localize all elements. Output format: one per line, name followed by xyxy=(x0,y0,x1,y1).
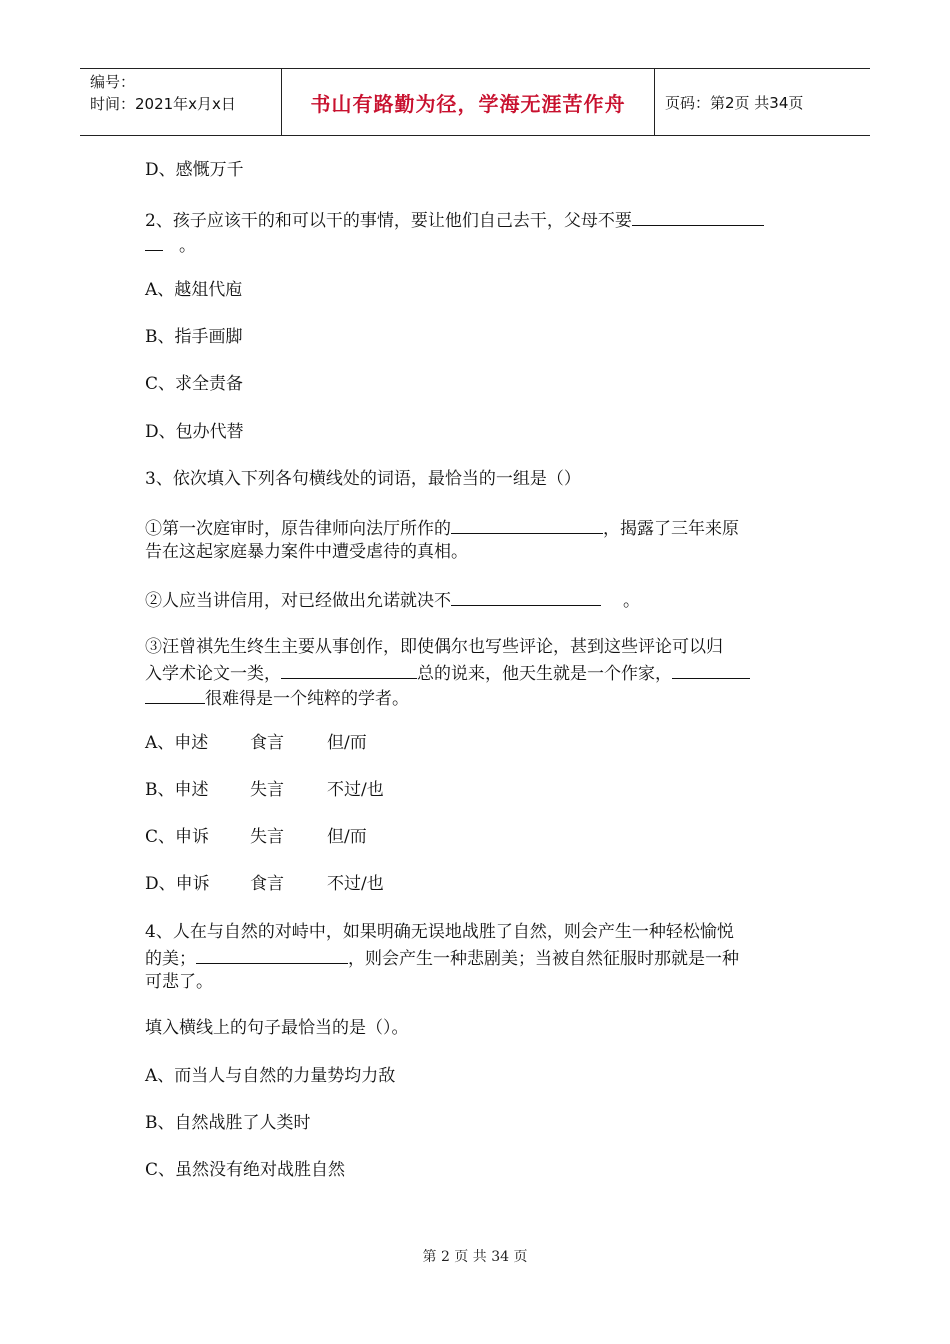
q4-line1: 4、人在与自然的对峙中，如果明确无误地战胜了自然，则会产生一种轻松愉悦 xyxy=(145,922,734,942)
q3-option-b: B、申述 失言 不过/也 xyxy=(145,780,384,800)
q3-stem: 3、依次填入下列各句横线处的词语，最恰当的一组是（） xyxy=(145,469,581,489)
q3-s1-blank xyxy=(451,515,603,534)
q2-option-d: D、包办代替 xyxy=(145,422,244,442)
q3-option-a: A、申述 食言 但/而 xyxy=(145,733,367,753)
q2-stem-line2 xyxy=(145,232,196,259)
q4-blank xyxy=(196,945,348,964)
q2-option-a: A、越俎代庖 xyxy=(145,280,243,300)
q3-sentence3-line3 xyxy=(145,685,409,712)
q3-sentence3-line1: ③汪曾祺先生终生主要从事创作，即使偶尔也写些评论，甚到这些评论可以归 xyxy=(145,637,723,657)
q4-line3: 可悲了。 xyxy=(145,972,213,992)
q4-text1: 的美； xyxy=(145,949,196,969)
q2-option-c: C、求全责备 xyxy=(145,374,244,394)
q3-s2-text: ②人应当讲信用，对已经做出允诺就决不 xyxy=(145,591,451,611)
q3-s3-blank2 xyxy=(672,660,750,679)
q2-stem-line1 xyxy=(145,207,764,234)
q3-s1-text1: ①第一次庭审时，原告律师向法厅所作的 xyxy=(145,519,451,539)
q3-s3-text3: 很难得是一个纯粹的学者。 xyxy=(205,689,409,709)
q3-sentence1-line1 xyxy=(145,515,739,542)
q3-s2-blank xyxy=(451,587,601,606)
q4-text2: ，则会产生一种悲剧美；当被自然征服时那就是一种 xyxy=(348,949,739,969)
q2-stem-text: 2、孩子应该干的和可以干的事情，要让他们自己去干，父母不要 xyxy=(145,211,632,231)
q3-s3-text2: 总的说来，他天生就是一个作家， xyxy=(417,664,672,684)
q3-sentence1-line2: 告在这起家庭暴力案件中遭受虐待的真相。 xyxy=(145,542,468,562)
q2-blank xyxy=(632,207,764,226)
q3-s3-text1: 入学术论文一类， xyxy=(145,664,281,684)
header-page-info: 页码：第2页 共34页 xyxy=(665,93,804,112)
page-header xyxy=(80,68,870,136)
time-label: 时间：2021年x月x日 xyxy=(90,95,236,113)
q2-stem-end: 。 xyxy=(179,236,196,256)
q3-s3-blank1 xyxy=(281,660,417,679)
header-meta xyxy=(80,69,282,135)
q3-s3-blank2-cont xyxy=(145,685,205,704)
q4-line2 xyxy=(145,945,739,972)
q1-option-d: D、感慨万千 xyxy=(145,160,244,180)
q3-s1-text2: ，揭露了三年来原 xyxy=(603,519,739,539)
q3-option-c: C、申诉 失言 但/而 xyxy=(145,827,367,847)
q3-sentence2 xyxy=(145,587,640,614)
q3-option-d: D、申诉 食言 不过/也 xyxy=(145,874,384,894)
q3-sentence3-line2 xyxy=(145,660,750,687)
page-footer: 第 2 页 共 34 页 xyxy=(422,1249,528,1265)
q4-option-b: B、自然战胜了人类时 xyxy=(145,1113,311,1133)
q2-option-b: B、指手画脚 xyxy=(145,327,243,347)
q4-option-a: A、而当人与自然的力量势均力敌 xyxy=(145,1066,396,1086)
q3-s2-end: 。 xyxy=(623,591,640,611)
q4-option-c: C、虽然没有绝对战胜自然 xyxy=(145,1160,346,1180)
header-motto: 书山有路勤为径，学海无涯苦作舟 xyxy=(282,69,655,135)
q2-blank-cont xyxy=(145,232,163,251)
q4-prompt: 填入横线上的句子最恰当的是（）。 xyxy=(145,1018,409,1038)
number-label: 编号： xyxy=(90,73,136,91)
